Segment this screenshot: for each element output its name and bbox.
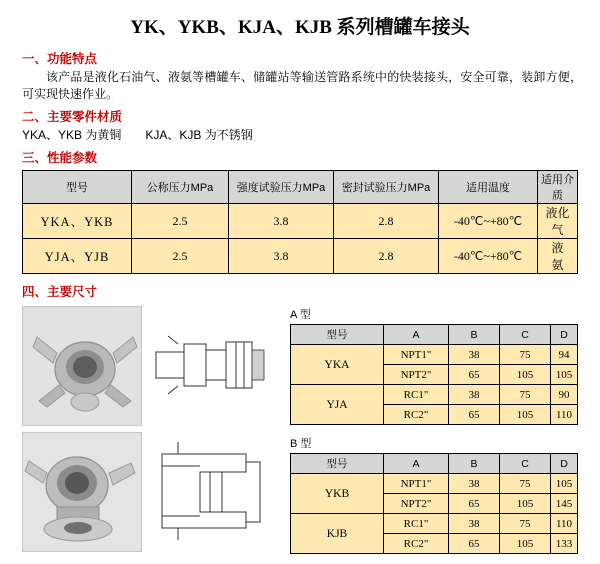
- photo-a-graphic: [23, 307, 141, 425]
- table-row: [291, 345, 578, 365]
- cell-model: YKA: [291, 345, 384, 385]
- cell-d: 105: [551, 365, 578, 385]
- cell-a: NPT1": [384, 345, 449, 365]
- page-title: YK、YKB、KJA、KJB 系列槽罐车接头: [130, 17, 470, 38]
- cell-d: 133: [551, 534, 578, 554]
- dimension-table-b: [290, 453, 578, 554]
- section-heading-performance: 三、性能参数: [22, 151, 98, 165]
- cell-c: 75: [500, 345, 551, 365]
- cell-b: 65: [449, 494, 500, 514]
- header-cell-c: C: [500, 454, 551, 474]
- cell-d: 94: [551, 345, 578, 365]
- cell-a: RC2": [384, 534, 449, 554]
- header-cell-c: C: [500, 325, 551, 345]
- dimensions-area: [0, 306, 600, 554]
- figure-a: [22, 306, 272, 424]
- header-cell-a: A: [384, 325, 449, 345]
- dimension-tables-column: [290, 306, 580, 564]
- cell-c: 105: [500, 405, 551, 425]
- coupling-drawing-b-icon: [148, 432, 272, 550]
- header-cell-d: D: [551, 454, 578, 474]
- dimension-table-a: [290, 324, 578, 425]
- header-cell-model: 型号: [291, 325, 384, 345]
- table-row: [23, 204, 578, 239]
- cell-model: YJA: [291, 385, 384, 425]
- cell-c: 75: [500, 514, 551, 534]
- performance-table: [22, 170, 578, 274]
- cell-b: 38: [449, 385, 500, 405]
- figure-b: [22, 432, 272, 550]
- cell-c: 75: [500, 474, 551, 494]
- cell-b: 38: [449, 474, 500, 494]
- cell-temperature: -40℃~+80℃: [439, 239, 538, 274]
- table-row: [291, 514, 578, 534]
- cell-seal-pressure: 2.8: [334, 204, 439, 239]
- table-header-row: [291, 325, 578, 345]
- table-row: [291, 385, 578, 405]
- header-cell-model: 型号: [291, 454, 384, 474]
- header-cell-d: D: [551, 325, 578, 345]
- photo-b-graphic: [23, 433, 141, 551]
- dim-table-a-label: A 型: [290, 309, 311, 321]
- section-heading-materials: 二、主要零件材质: [22, 110, 123, 124]
- cell-c: 75: [500, 385, 551, 405]
- cell-model: KJB: [291, 514, 384, 554]
- table-row: [291, 474, 578, 494]
- drawing-a-graphic: [148, 306, 272, 424]
- cell-d: 90: [551, 385, 578, 405]
- coupling-photo-a-icon: [22, 306, 142, 426]
- cell-nominal-pressure: 2.5: [132, 204, 229, 239]
- image-column: [22, 306, 272, 558]
- cell-c: 105: [500, 494, 551, 514]
- cell-temperature: -40℃~+80℃: [439, 204, 538, 239]
- header-cell-model: 型号: [23, 171, 132, 204]
- drawing-b-graphic: [148, 432, 272, 550]
- header-cell-b: B: [449, 325, 500, 345]
- cell-medium: 液 氨: [538, 239, 578, 274]
- table-header-row: [291, 454, 578, 474]
- cell-a: NPT2": [384, 365, 449, 385]
- cell-model: YJA、YJB: [23, 239, 132, 274]
- cell-d: 110: [551, 405, 578, 425]
- cell-b: 38: [449, 345, 500, 365]
- cell-medium: 液化气: [538, 204, 578, 239]
- cell-b: 65: [449, 405, 500, 425]
- cell-d: 110: [551, 514, 578, 534]
- cell-b: 38: [449, 514, 500, 534]
- header-cell-a: A: [384, 454, 449, 474]
- cell-model: YKA、YKB: [23, 204, 132, 239]
- cell-b: 65: [449, 365, 500, 385]
- cell-strength-pressure: 3.8: [229, 239, 334, 274]
- coupling-drawing-a-icon: [148, 306, 272, 424]
- table-header-row: [23, 171, 578, 204]
- section-text-materials: YKA、YKB 为黄铜 KJA、KJB 为不锈钢: [22, 128, 253, 142]
- table-row: [23, 239, 578, 274]
- cell-a: RC2": [384, 405, 449, 425]
- cell-strength-pressure: 3.8: [229, 204, 334, 239]
- cell-d: 105: [551, 474, 578, 494]
- header-cell-strength-pressure: 强度试验压力MPa: [229, 171, 334, 204]
- cell-seal-pressure: 2.8: [334, 239, 439, 274]
- section-heading-features: 一、功能特点: [22, 52, 98, 66]
- cell-b: 65: [449, 534, 500, 554]
- coupling-photo-b-icon: [22, 432, 142, 552]
- cell-a: NPT1": [384, 474, 449, 494]
- cell-model: YKB: [291, 474, 384, 514]
- cell-a: RC1": [384, 385, 449, 405]
- cell-a: NPT2": [384, 494, 449, 514]
- header-cell-medium: 适用介质: [538, 171, 578, 204]
- cell-c: 105: [500, 534, 551, 554]
- header-cell-nominal-pressure: 公称压力MPa: [132, 171, 229, 204]
- cell-nominal-pressure: 2.5: [132, 239, 229, 274]
- section-text-features: 该产品是液化石油气、液氨等槽罐车、储罐站等输送管路系统中的快装接头，安全可靠，装卸方便，可实现快速作业。: [22, 70, 582, 101]
- header-cell-seal-pressure: 密封试验压力MPa: [334, 171, 439, 204]
- header-cell-temperature: 适用温度: [439, 171, 538, 204]
- cell-a: RC1": [384, 514, 449, 534]
- dim-table-b-label: B 型: [290, 438, 312, 450]
- cell-c: 105: [500, 365, 551, 385]
- header-cell-b: B: [449, 454, 500, 474]
- section-heading-dimensions: 四、主要尺寸: [22, 285, 98, 299]
- cell-d: 145: [551, 494, 578, 514]
